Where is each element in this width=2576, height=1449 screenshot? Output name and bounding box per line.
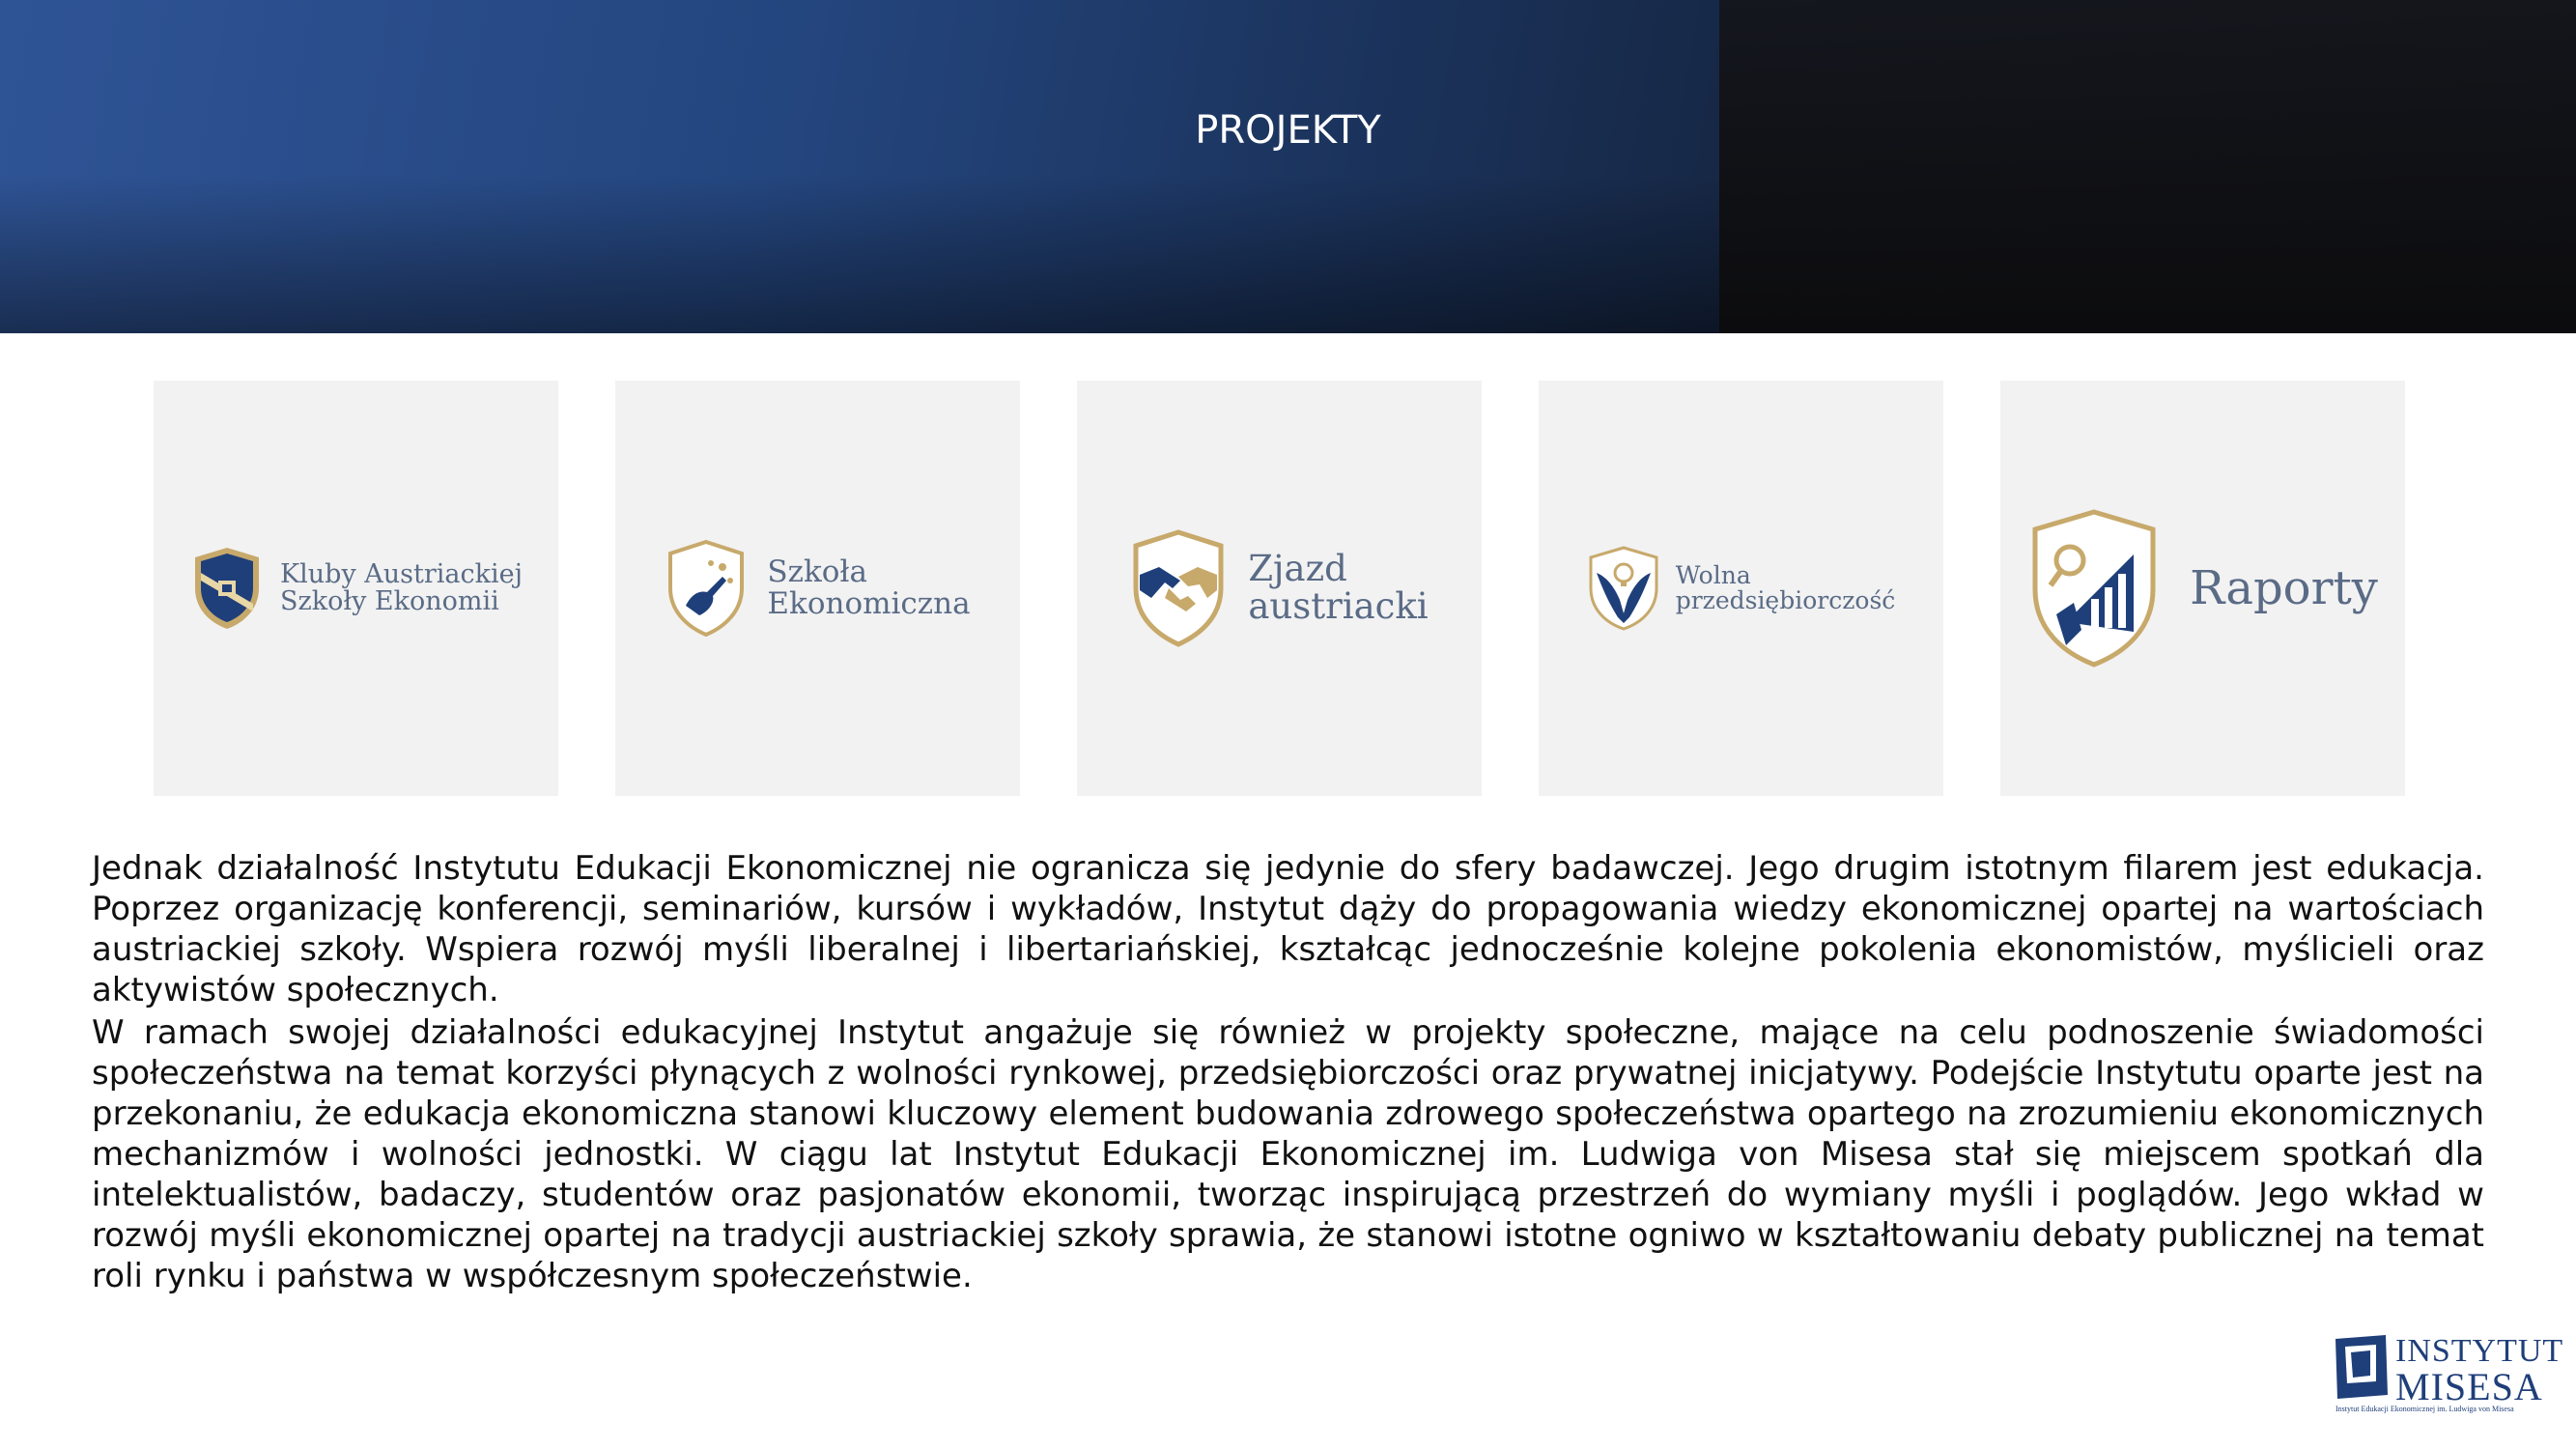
page-title: PROJEKTY — [1195, 108, 1381, 153]
tile-label-line: Raporty — [2190, 560, 2378, 615]
tile-label-line: Zjazd — [1248, 548, 1347, 590]
shield-chart-icon — [2027, 506, 2161, 670]
logo-subtitle: Instytut Edukacji Ekonomicznej im. Ludwiga von Misesa — [2335, 1405, 2514, 1413]
shield-hand-icon — [665, 538, 748, 639]
project-tile-raporty[interactable] — [2000, 381, 2405, 796]
instytut-misesa-logo — [2332, 1329, 2564, 1418]
tile-label-line: przedsiębiorczość — [1675, 586, 1896, 614]
project-tile-kluby[interactable] — [154, 381, 558, 796]
tile-label-line: Szkoła — [767, 554, 867, 590]
logo-line1: INSTYTUT — [2395, 1333, 2564, 1369]
project-tiles — [0, 381, 2576, 796]
project-tile-wolna[interactable] — [1539, 381, 1943, 796]
paragraph-1: Jednak działalność Instytutu Edukacji Ekonomicznej nie ogranicza się jedynie do sfery badawczej. Jego drugim istotnym filarem jest edukacja. Poprzez organizację konferencji, seminariów, kursów i wykładów, Instytut dąży do propagowania wiedzy ekonomicznej opartej na wartościach austriackiej szkoły. Wspiera rozwój myśli liberalnej i libertariańskiej, kształcąc jednocześnie kolejne pokolenia ekonomistów, myślicieli oraz aktywistów społecznych. — [92, 849, 2484, 1009]
header-banner — [0, 0, 2576, 333]
tile-label-line: austriacki — [1248, 585, 1429, 627]
book-icon — [2332, 1331, 2393, 1403]
tile-label-line: Szkoły Ekonomii — [279, 586, 499, 616]
logo-line2: MISESA — [2395, 1365, 2543, 1408]
tile-label-line: Kluby Austriackiej — [279, 558, 523, 589]
project-tile-zjazd[interactable] — [1077, 381, 1482, 796]
tile-label-line: Wolna — [1675, 560, 1751, 589]
shield-eagle-icon — [1587, 544, 1660, 633]
shield-crest-icon — [189, 544, 265, 633]
paragraph-2: W ramach swojej działalności edukacyjnej Instytut angażuje się również w projekty społeczne, mające na celu podnoszenie świadomości społeczeństwa na temat korzyści płynących z wolności rynkowej, przedsiębiorczości oraz prywatnej inicjatywy. Podejście Instytutu oparte jest na przekonaniu, że edukacja ekonomiczna stanowi kluczowy element budowania zdrowego społeczeństwa opartego na zrozumieniu ekonomicznych mechanizmów i wolności jednostki. W ciągu lat Instytut Edukacji Ekonomicznej im. Ludwiga von Misesa stał się miejscem spotkań dla intelektualistów, badaczy, studentów oraz pasjonatów ekonomii, tworząc inspirującą przestrzeń do wymiany myśli i poglądów. Jego wkład w rozwój myśli ekonomicznej opartej na tradycji austriackiej szkoły sprawia, że stanowi istotne ogniwo w kształtowaniu debaty publicznej na temat roli rynku i państwa w współczesnym społeczeństwie. — [92, 1013, 2484, 1295]
tile-label-line: Ekonomiczna — [767, 586, 971, 621]
project-tile-szkola[interactable] — [615, 381, 1020, 796]
shield-handshake-icon — [1130, 528, 1227, 648]
